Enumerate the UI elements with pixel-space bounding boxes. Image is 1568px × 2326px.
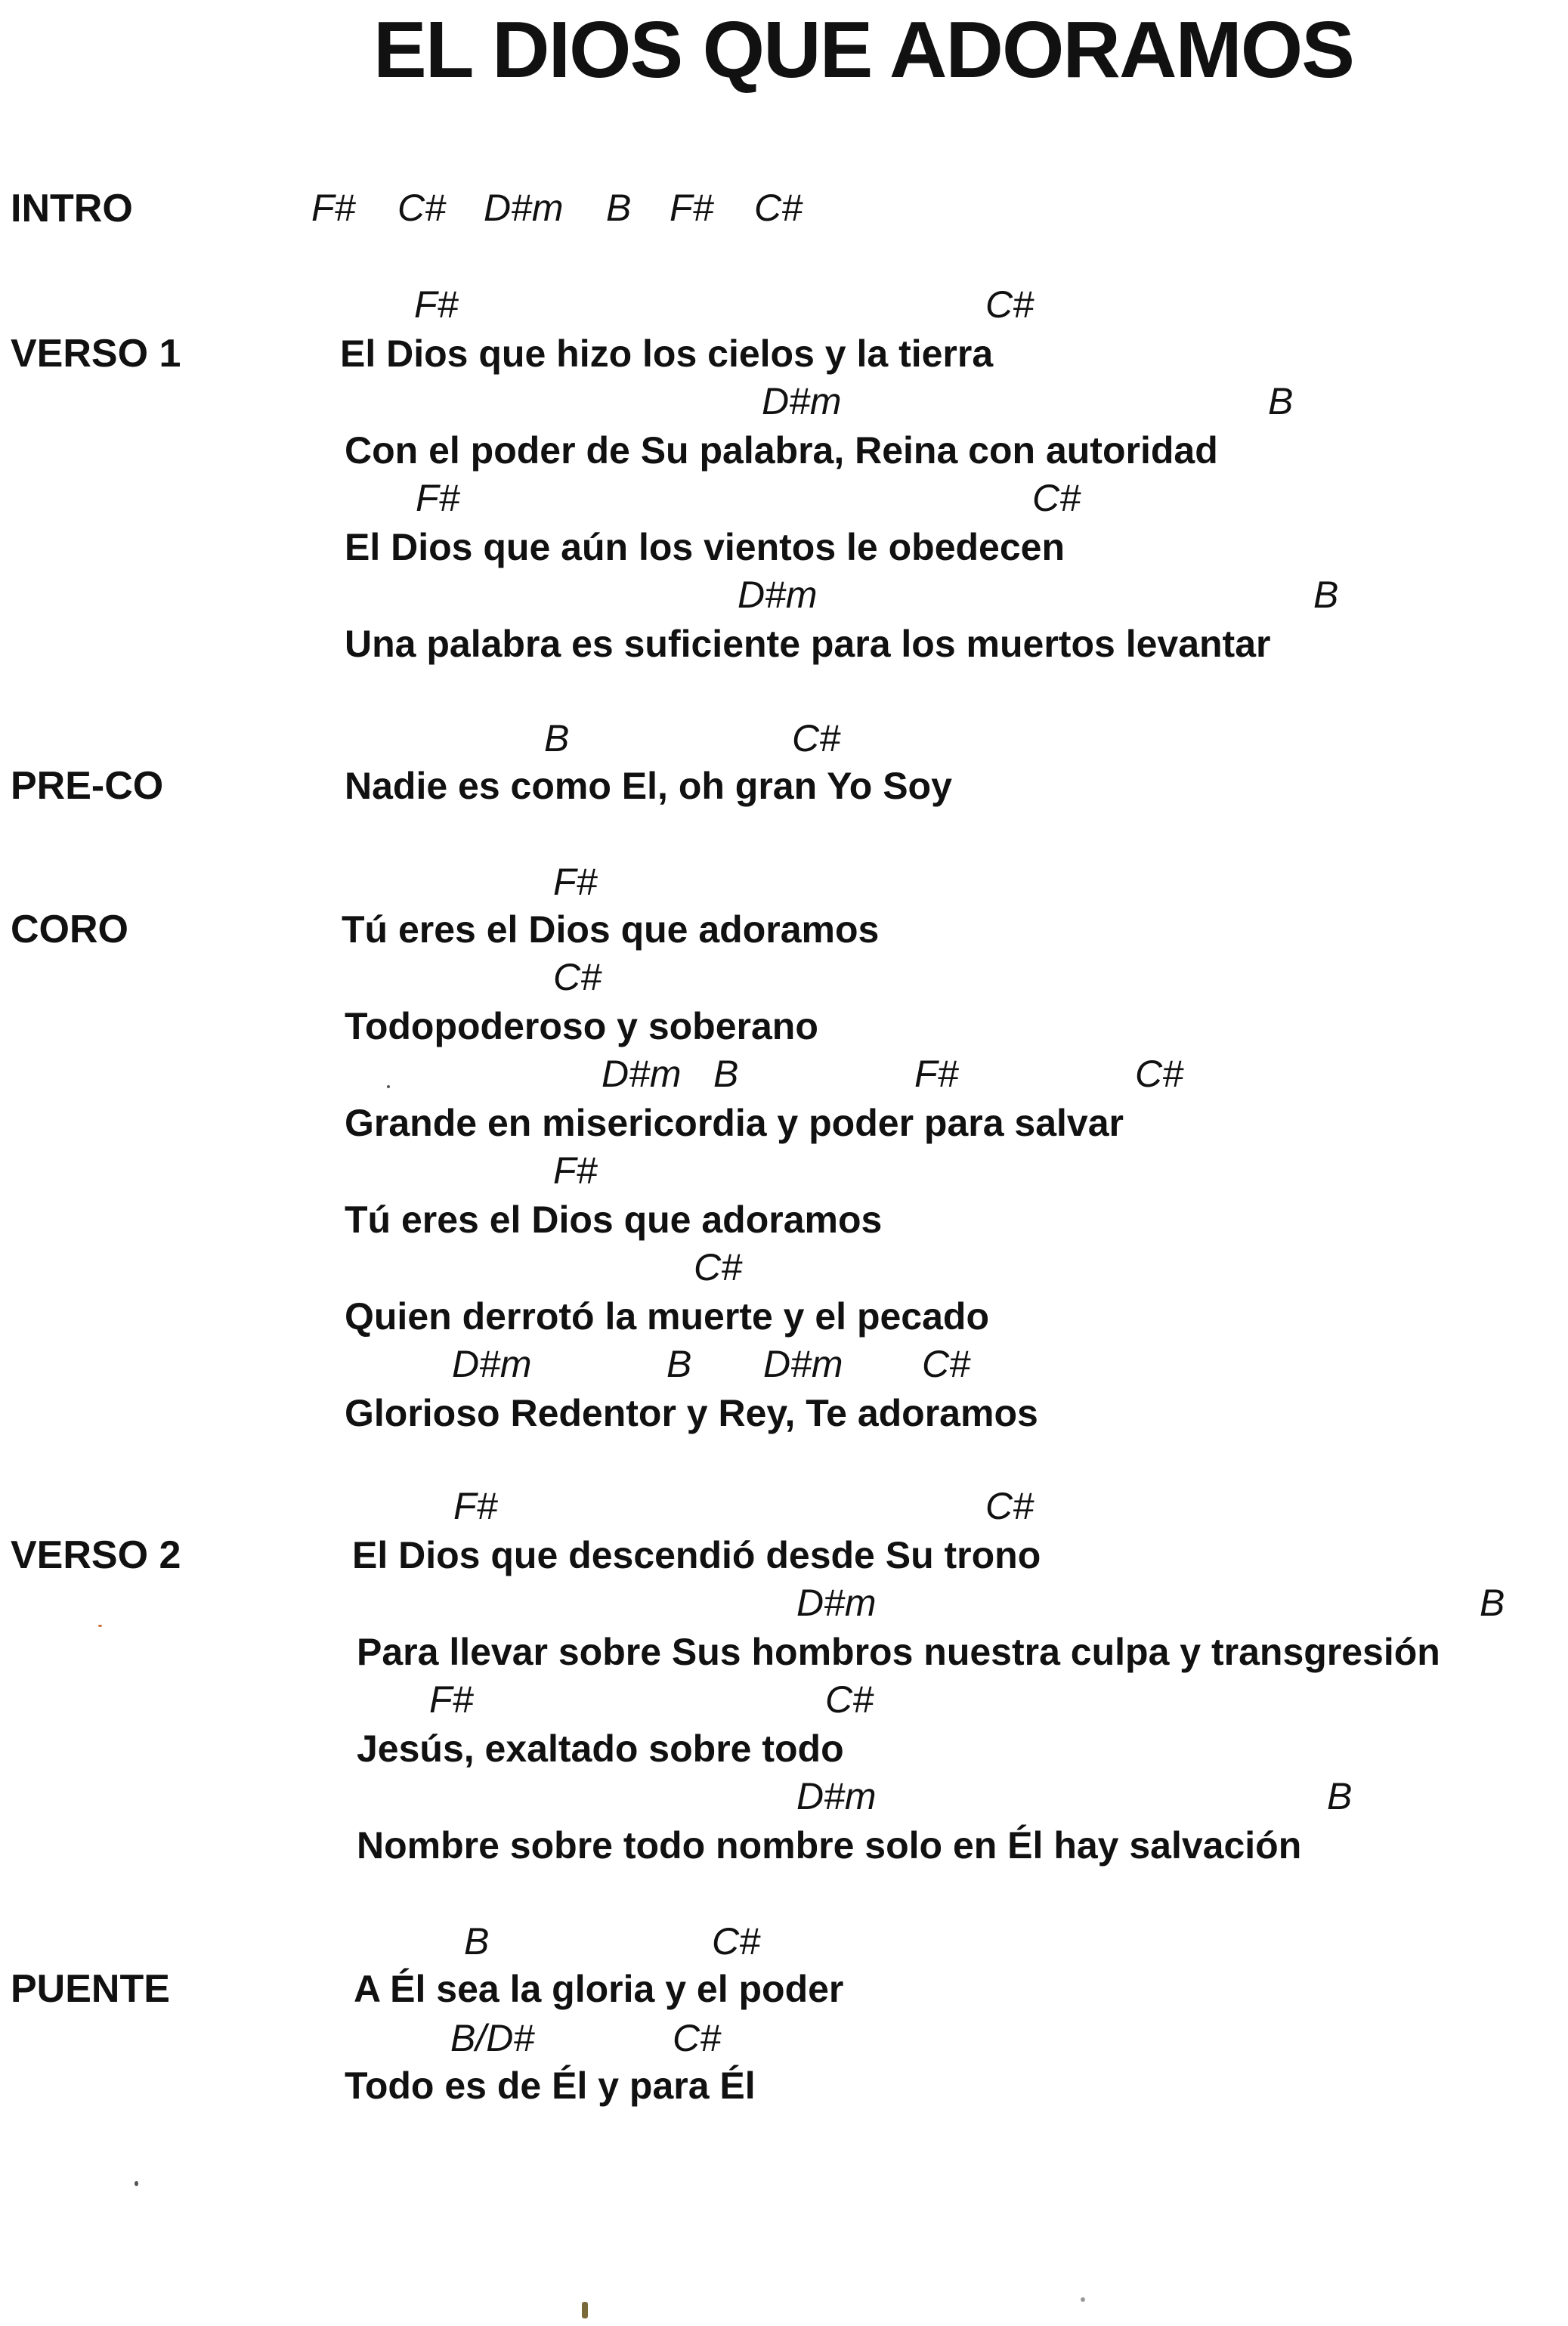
- chord: B: [1327, 1775, 1353, 1817]
- section-label-verso-2: VERSO 2: [11, 1533, 181, 1577]
- lyric-line: Nadie es como El, oh gran Yo Soy: [345, 765, 952, 807]
- lyric-line: Jesús, exaltado sobre todo: [357, 1727, 844, 1770]
- song-title: EL DIOS QUE ADORAMOS: [373, 5, 1353, 94]
- section-label-puente: PUENTE: [11, 1967, 170, 2011]
- lyric-line: Todo es de Él y para Él: [345, 2065, 756, 2107]
- scan-speck: [387, 1085, 390, 1088]
- chord: C#: [754, 187, 803, 229]
- chord: F#: [429, 1678, 474, 1721]
- chord: D#m: [763, 1343, 843, 1385]
- chord: B: [464, 1920, 490, 1963]
- lyric-line: Grande en misericordia y poder para salvar: [345, 1102, 1124, 1144]
- chord: C#: [1135, 1053, 1183, 1095]
- chord: B: [713, 1053, 739, 1095]
- chord: C#: [553, 956, 602, 998]
- chord: F#: [553, 1149, 598, 1192]
- chord: C#: [397, 187, 446, 229]
- lyric-line: Una palabra es suficiente para los muertos levantar: [345, 623, 1271, 665]
- chord: B: [1480, 1582, 1505, 1624]
- chord: F#: [414, 283, 459, 326]
- scan-speck: [135, 2181, 138, 2186]
- chord: B: [606, 187, 632, 229]
- lyric-line: A Él sea la gloria y el poder: [354, 1968, 844, 2010]
- chord: C#: [673, 2017, 721, 2059]
- chord: D#m: [762, 380, 842, 422]
- lyric-line: Glorioso Redentor y Rey, Te adoramos: [345, 1392, 1038, 1434]
- lyric-line: Para llevar sobre Sus hombros nuestra culpa y transgresión: [357, 1631, 1440, 1673]
- lyric-line: Con el poder de Su palabra, Reina con autoridad: [345, 429, 1218, 472]
- chord: C#: [712, 1920, 760, 1963]
- chord: D#m: [738, 574, 818, 616]
- chord: B: [666, 1343, 692, 1385]
- chord: D#m: [796, 1582, 877, 1624]
- chord: D#m: [484, 187, 564, 229]
- scan-speck: [98, 1625, 102, 1627]
- section-label-intro: INTRO: [11, 187, 133, 230]
- chord: F#: [670, 187, 714, 229]
- lyric-line: Tú eres el Dios que adoramos: [342, 908, 880, 951]
- chord: C#: [922, 1343, 970, 1385]
- scan-speck: [1081, 2297, 1085, 2302]
- chord: F#: [416, 477, 460, 519]
- section-label-pre-coro: PRE-CO: [11, 764, 164, 808]
- section-label-coro: CORO: [11, 908, 128, 951]
- chord: D#m: [796, 1775, 877, 1817]
- lyric-line: Quien derrotó la muerte y el pecado: [345, 1295, 990, 1338]
- chord: C#: [825, 1678, 874, 1721]
- chord: D#m: [452, 1343, 532, 1385]
- chord: B: [1268, 380, 1294, 422]
- chord: F#: [914, 1053, 959, 1095]
- lyric-line: El Dios que aún los vientos le obedecen: [345, 526, 1065, 568]
- chord: C#: [985, 1485, 1034, 1527]
- chord: C#: [1032, 477, 1081, 519]
- chord: F#: [553, 861, 598, 903]
- lyric-line: El Dios que hizo los cielos y la tierra: [340, 333, 994, 375]
- chord: B: [1313, 574, 1339, 616]
- lyric-line: El Dios que descendió desde Su trono: [352, 1534, 1041, 1576]
- chord: D#m: [602, 1053, 682, 1095]
- lyric-line: Tú eres el Dios que adoramos: [345, 1199, 883, 1241]
- chord: C#: [985, 283, 1034, 326]
- lyric-line: Todopoderoso y soberano: [345, 1005, 818, 1047]
- lyric-line: Nombre sobre todo nombre solo en Él hay salvación: [357, 1824, 1302, 1867]
- chord: C#: [694, 1246, 742, 1288]
- section-label-verso-1: VERSO 1: [11, 332, 181, 376]
- chord: F#: [311, 187, 356, 229]
- chord: B: [544, 717, 570, 759]
- chord: C#: [792, 717, 840, 759]
- scan-speck: [582, 2302, 588, 2318]
- chord: F#: [453, 1485, 498, 1527]
- chord: B/D#: [450, 2017, 535, 2059]
